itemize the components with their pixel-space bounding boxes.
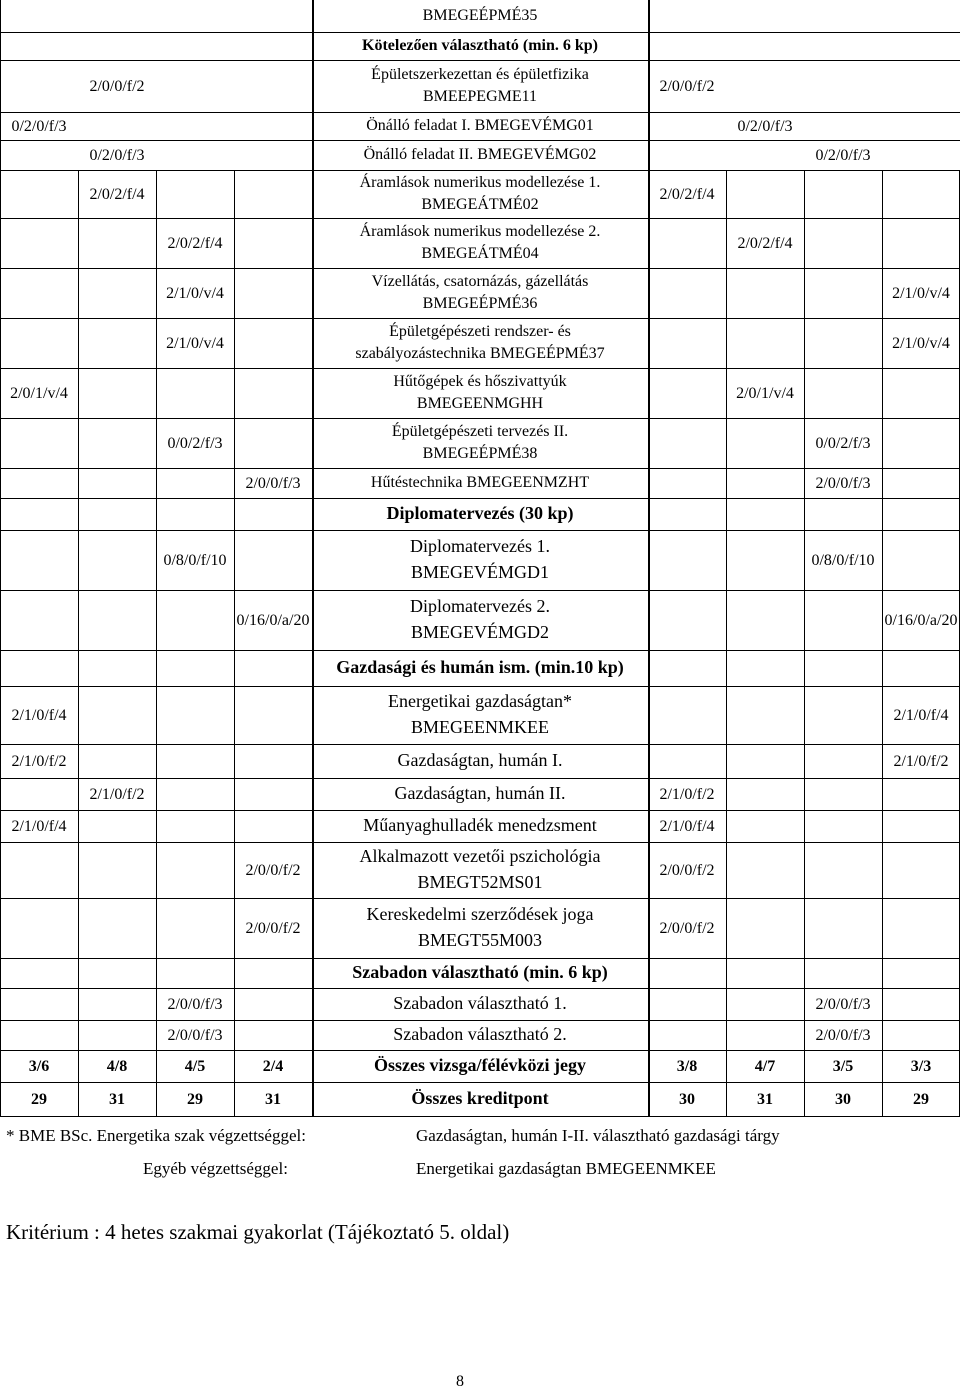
section-heading: Szabadon választható (min. 6 kp): [352, 962, 608, 982]
course-name: Energetikai gazdaságtan*: [387, 691, 573, 711]
course-name: Áramlások numerikus modellezése 1.: [359, 174, 601, 191]
grid-line: [0, 898, 960, 899]
grid-line: [0, 958, 960, 959]
course-name: BMEGEVÉMGD2: [411, 622, 549, 642]
total-value: 3/5: [832, 1058, 854, 1075]
course-name: BMEGEÉPMÉ36: [422, 295, 538, 312]
course-name: Hűtőgépek és hőszivattyúk: [393, 373, 567, 390]
total-value: 2/4: [262, 1058, 284, 1075]
course-name: Alkalmazott vezetői pszichológia: [359, 846, 601, 866]
course-name: Épületszerkezettan és épületfizika: [371, 66, 589, 83]
grid-line: [0, 778, 960, 779]
total-value: 31: [109, 1091, 125, 1108]
section-heading: Kötelezően választható (min. 6 kp): [362, 37, 598, 54]
grid-line: [0, 1082, 960, 1083]
credit-code: 2/0/0/f/2: [245, 920, 301, 937]
grid-line: [804, 170, 805, 1116]
course-name: BMEGEÁTMÉ02: [421, 196, 539, 213]
credit-code: 2/0/1/v/4: [10, 385, 68, 402]
credit-code: 2/0/2/f/4: [89, 186, 145, 203]
course-name: BMEGEENMKEE: [411, 717, 549, 737]
course-name: Épületgépészeti rendszer- és: [389, 323, 571, 340]
credit-code: 2/1/0/f/4: [659, 818, 715, 835]
course-name: BMEGEÉPMÉ38: [422, 445, 538, 462]
credit-code: 0/0/2/f/3: [167, 435, 223, 452]
credit-code: 2/0/0/f/2: [659, 862, 715, 879]
total-value: 4/8: [106, 1058, 128, 1075]
credit-code: 2/0/0/f/3: [815, 1027, 871, 1044]
grid-line: [0, 1050, 960, 1051]
grid-line: [726, 170, 727, 1116]
credit-code: 2/1/0/f/4: [893, 707, 949, 724]
grid-line: [234, 170, 235, 1116]
course-name: Vízellátás, csatornázás, gázellátás: [371, 273, 589, 290]
course-name: Hűtéstechnika BMEGEENMZHT: [370, 474, 590, 491]
grid-line: [0, 530, 960, 531]
total-value: 3/3: [910, 1058, 932, 1075]
course-name: BMEGEENMGHH: [416, 395, 544, 412]
course-name: BMEGT55M003: [417, 930, 543, 950]
credit-code: 2/0/2/f/4: [737, 235, 793, 252]
grid-line: [882, 170, 883, 1116]
course-name: Gazdaságtan, humán II.: [394, 783, 566, 803]
total-value: 4/7: [754, 1058, 776, 1075]
credit-code: 2/1/0/v/4: [892, 285, 950, 302]
credit-code: 2/1/0/f/2: [89, 786, 145, 803]
credit-code: 0/16/0/a/20: [884, 612, 958, 629]
total-value: 31: [757, 1091, 773, 1108]
credit-code: 2/1/0/v/4: [892, 335, 950, 352]
course-name: Szabadon választható 1.: [393, 993, 567, 1013]
grid-line: [0, 842, 960, 843]
credit-code: 0/8/0/f/10: [163, 552, 227, 569]
total-value: 31: [265, 1091, 281, 1108]
note-bsc-label: * BME BSc. Energetika szak végzettséggel:: [6, 1126, 306, 1145]
credit-code: 2/1/0/f/2: [11, 753, 67, 770]
course-name: Épületgépészeti tervezés II.: [391, 423, 569, 440]
course-name: Áramlások numerikus modellezése 2.: [359, 223, 601, 240]
credit-code: 2/0/2/f/4: [167, 235, 223, 252]
total-value: 4/5: [184, 1058, 206, 1075]
course-name: Műanyaghulladék menedzsment: [363, 815, 597, 835]
credit-code: 2/1/0/f/4: [11, 818, 67, 835]
credit-code: 2/0/0/f/3: [815, 996, 871, 1013]
course-name: Gazdaságtan, humán I.: [397, 750, 563, 770]
note-other-label: Egyéb végzettséggel:: [143, 1159, 288, 1178]
grid-line: [0, 590, 960, 591]
section-heading: Összes vizsga/félévközi jegy: [374, 1055, 586, 1075]
credit-code: 2/0/0/f/3: [245, 475, 301, 492]
credit-code: 2/0/0/f/3: [167, 996, 223, 1013]
course-name: BMEGEÉPMÉ35: [422, 7, 538, 24]
total-value: 30: [679, 1091, 695, 1108]
course-name: BMEGEÁTMÉ04: [421, 245, 539, 262]
note-other-value: Energetikai gazdaságtan BMEGEENMKEE: [416, 1159, 716, 1178]
grid-line: [0, 744, 960, 745]
credit-code: 0/16/0/a/20: [236, 612, 310, 629]
grid-line: [0, 368, 960, 369]
credit-code: 2/0/1/v/4: [736, 385, 794, 402]
course-name: Önálló feladat I. BMEGEVÉMG01: [366, 117, 594, 134]
credit-code: 2/1/0/v/4: [166, 285, 224, 302]
course-name: BMEGEVÉMGD1: [411, 562, 549, 582]
grid-line: [0, 988, 960, 989]
grid-line: [0, 170, 960, 171]
credit-code: 2/1/0/f/2: [659, 786, 715, 803]
total-value: 29: [31, 1091, 47, 1108]
grid-line: [0, 0, 1, 1116]
credit-code: 2/0/2/f/4: [659, 186, 715, 203]
note-bsc-value: Gazdaságtan, humán I-II. választható gazdasági tárgy: [416, 1126, 780, 1145]
total-value: 3/6: [28, 1058, 50, 1075]
credit-code: 0/2/0/f/3: [737, 118, 793, 135]
page-number: 8: [456, 1373, 464, 1390]
grid-line: [0, 112, 960, 113]
course-name: Kereskedelmi szerződések joga: [366, 904, 594, 924]
grid-line: [78, 170, 79, 1116]
grid-line: [0, 218, 960, 219]
total-value: 3/8: [676, 1058, 698, 1075]
credit-code: 0/2/0/f/3: [815, 147, 871, 164]
grid-line: [0, 318, 960, 319]
grid-line: [0, 498, 960, 499]
grid-line: [312, 0, 314, 1116]
section-heading: Gazdasági és humán ism. (min.10 kp): [336, 657, 624, 677]
credit-code: 2/0/0/f/2: [659, 920, 715, 937]
credit-code: 2/0/0/f/2: [89, 78, 145, 95]
grid-line: [0, 60, 960, 61]
course-name: BMEEPEGME11: [422, 88, 538, 105]
total-value: 30: [835, 1091, 851, 1108]
grid-line: [0, 32, 960, 33]
credit-code: 0/2/0/f/3: [89, 147, 145, 164]
grid-line: [0, 1116, 960, 1117]
credit-code: 2/0/0/f/3: [167, 1027, 223, 1044]
grid-line: [0, 1020, 960, 1021]
grid-line: [0, 268, 960, 269]
grid-line: [156, 170, 157, 1116]
grid-line: [0, 468, 960, 469]
credit-code: 2/1/0/v/4: [166, 335, 224, 352]
grid-line: [0, 686, 960, 687]
course-name: Szabadon választható 2.: [393, 1024, 567, 1044]
grid-line: [0, 650, 960, 651]
course-name: Diplomatervezés 2.: [410, 596, 550, 616]
section-heading: Diplomatervezés (30 kp): [386, 503, 574, 523]
grid-line: [0, 810, 960, 811]
total-value: 29: [913, 1091, 929, 1108]
course-name: Diplomatervezés 1.: [410, 536, 550, 556]
credit-code: 0/2/0/f/3: [11, 118, 67, 135]
grid-line: [0, 140, 960, 141]
credit-code: 2/1/0/f/4: [11, 707, 67, 724]
criterion-text: Kritérium : 4 hetes szakmai gyakorlat (Tájékoztató 5. oldal): [6, 1220, 510, 1244]
credit-code: 2/0/0/f/2: [659, 78, 715, 95]
course-name: Önálló feladat II. BMEGEVÉMG02: [363, 146, 597, 163]
total-value: 29: [187, 1091, 203, 1108]
grid-line: [0, 418, 960, 419]
course-name: szabályozástechnika BMEGEÉPMÉ37: [355, 345, 605, 362]
course-name: BMEGT52MS01: [417, 872, 543, 892]
credit-code: 2/0/0/f/2: [245, 862, 301, 879]
grid-line: [648, 0, 650, 1116]
credit-code: 2/0/0/f/3: [815, 475, 871, 492]
section-heading: Összes kreditpont: [411, 1088, 549, 1108]
credit-code: 2/1/0/f/2: [893, 753, 949, 770]
credit-code: 0/8/0/f/10: [811, 552, 875, 569]
credit-code: 0/0/2/f/3: [815, 435, 871, 452]
